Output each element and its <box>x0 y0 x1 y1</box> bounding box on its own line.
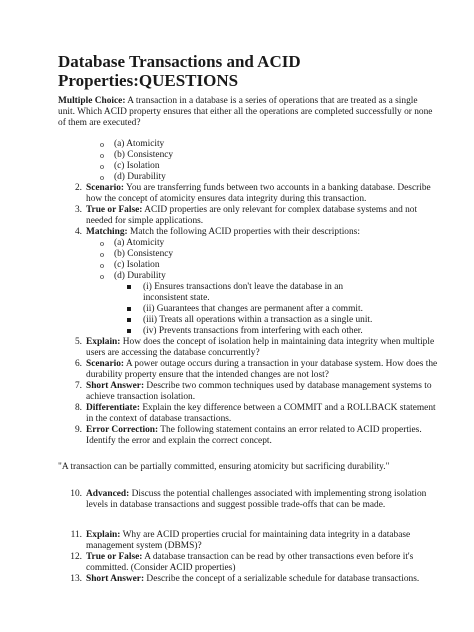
question-lead: Short Answer: <box>86 381 145 391</box>
question-lead: Matching: <box>86 227 128 237</box>
question-number: 11. <box>70 530 82 540</box>
option-label: (d) Durability <box>114 172 166 182</box>
option-label: (c) Isolation <box>114 161 160 171</box>
question-lead: Explain: <box>86 530 121 540</box>
circle-bullet-icon: o <box>100 140 104 149</box>
question-number: 5. <box>74 337 82 347</box>
option-label: (d) Durability <box>114 271 166 281</box>
question-lead: Differentiate: <box>86 403 140 413</box>
question-lead: Scenario: <box>86 359 125 369</box>
question-lead: True or False: <box>86 552 143 562</box>
question-lead: Short Answer: <box>86 574 145 584</box>
question-text: ACID properties are only relevant for complex database systems and not needed for simple applications. <box>86 205 418 227</box>
question-lead: Explain: <box>86 337 121 347</box>
circle-bullet-icon: o <box>100 261 104 270</box>
question-lead: Advanced: <box>86 489 130 499</box>
question-number: 6. <box>74 359 82 369</box>
description-label: (iii) Treats all operations within a transaction as a single unit. <box>143 315 373 325</box>
question-text: Explain the key difference between a COMMIT and a ROLLBACK statement in the context of database transactions. <box>86 403 436 425</box>
error-statement-quote: "A transaction can be partially committed, ensuring atomicity but sacrificing durability." <box>58 462 390 472</box>
option-label: (a) Atomicity <box>114 238 165 248</box>
question-lead: Scenario: <box>86 183 125 193</box>
option-label: (a) Atomicity <box>114 139 165 149</box>
circle-bullet-icon: o <box>100 151 104 160</box>
circle-bullet-icon: o <box>100 173 104 182</box>
circle-bullet-icon: o <box>100 239 104 248</box>
question-text: The following statement contains an error related to ACID properties. Identify the error and explain the correct concept. <box>86 425 422 447</box>
question-text: Match the following ACID properties with their descriptions: <box>127 227 360 237</box>
square-bullet-icon <box>127 329 131 333</box>
circle-bullet-icon: o <box>100 162 104 171</box>
question-number: 9. <box>74 425 82 435</box>
question-lead: Multiple Choice: <box>58 96 126 106</box>
question-number: 4. <box>74 227 82 237</box>
circle-bullet-icon: o <box>100 272 104 281</box>
option-label: (b) Consistency <box>114 150 174 160</box>
square-bullet-icon <box>127 318 131 322</box>
question-text: Discuss the potential challenges associated with implementing strong isolation levels in database transactions and suggest possible trade-offs that can be made. <box>86 489 427 511</box>
question-number: 3. <box>74 205 82 215</box>
square-bullet-icon <box>127 307 131 311</box>
question-text: A database transaction can be read by other transactions even before it's committed. (Consider ACID properties) <box>86 552 414 574</box>
question-lead: True or False: <box>86 205 143 215</box>
description-label: (ii) Guarantees that changes are permanent after a commit. <box>143 304 363 314</box>
question-text: A transaction in a database is a series of operations that are treated as a single unit. Which ACID property ensures that either all the operations are completed successfully or none of them are executed? <box>58 96 433 129</box>
question-text: Describe two common techniques used by database management systems to achieve transaction isolation. <box>86 381 432 403</box>
question-number: 7. <box>74 381 82 391</box>
description-label: (i) Ensures transactions don't leave the database in an inconsistent state. <box>143 282 344 304</box>
question-number: 13. <box>70 574 82 584</box>
square-bullet-icon <box>127 285 131 289</box>
option-label: (b) Consistency <box>114 249 174 259</box>
question-text: A power outage occurs during a transaction in your database system. How does the durability property ensure that the intended changes are not lost? <box>86 359 438 381</box>
question-number: 8. <box>74 403 82 413</box>
question-text: You are transferring funds between two accounts in a banking database. Describe how the concept of atomicity ensures data integrity during this transaction. <box>86 183 431 205</box>
question-1 <box>58 96 436 129</box>
question-text: Why are ACID properties crucial for maintaining data integrity in a database management system (DBMS)? <box>86 530 411 552</box>
document-title: Database Transactions and ACID Properties:QUESTIONS <box>58 52 301 90</box>
question-lead: Error Correction: <box>86 425 159 435</box>
circle-bullet-icon: o <box>100 250 104 259</box>
question-text: Describe the concept of a serializable schedule for database transactions. <box>144 574 420 584</box>
option-label: (c) Isolation <box>114 260 160 270</box>
question-number: 10. <box>70 489 82 499</box>
description-label: (iv) Prevents transactions from interfering with each other. <box>143 326 363 336</box>
question-number: 2. <box>74 183 82 193</box>
question-number: 12. <box>70 552 82 562</box>
question-text: How does the concept of isolation help in maintaining data integrity when multiple users are accessing the database concurrently? <box>86 337 435 359</box>
